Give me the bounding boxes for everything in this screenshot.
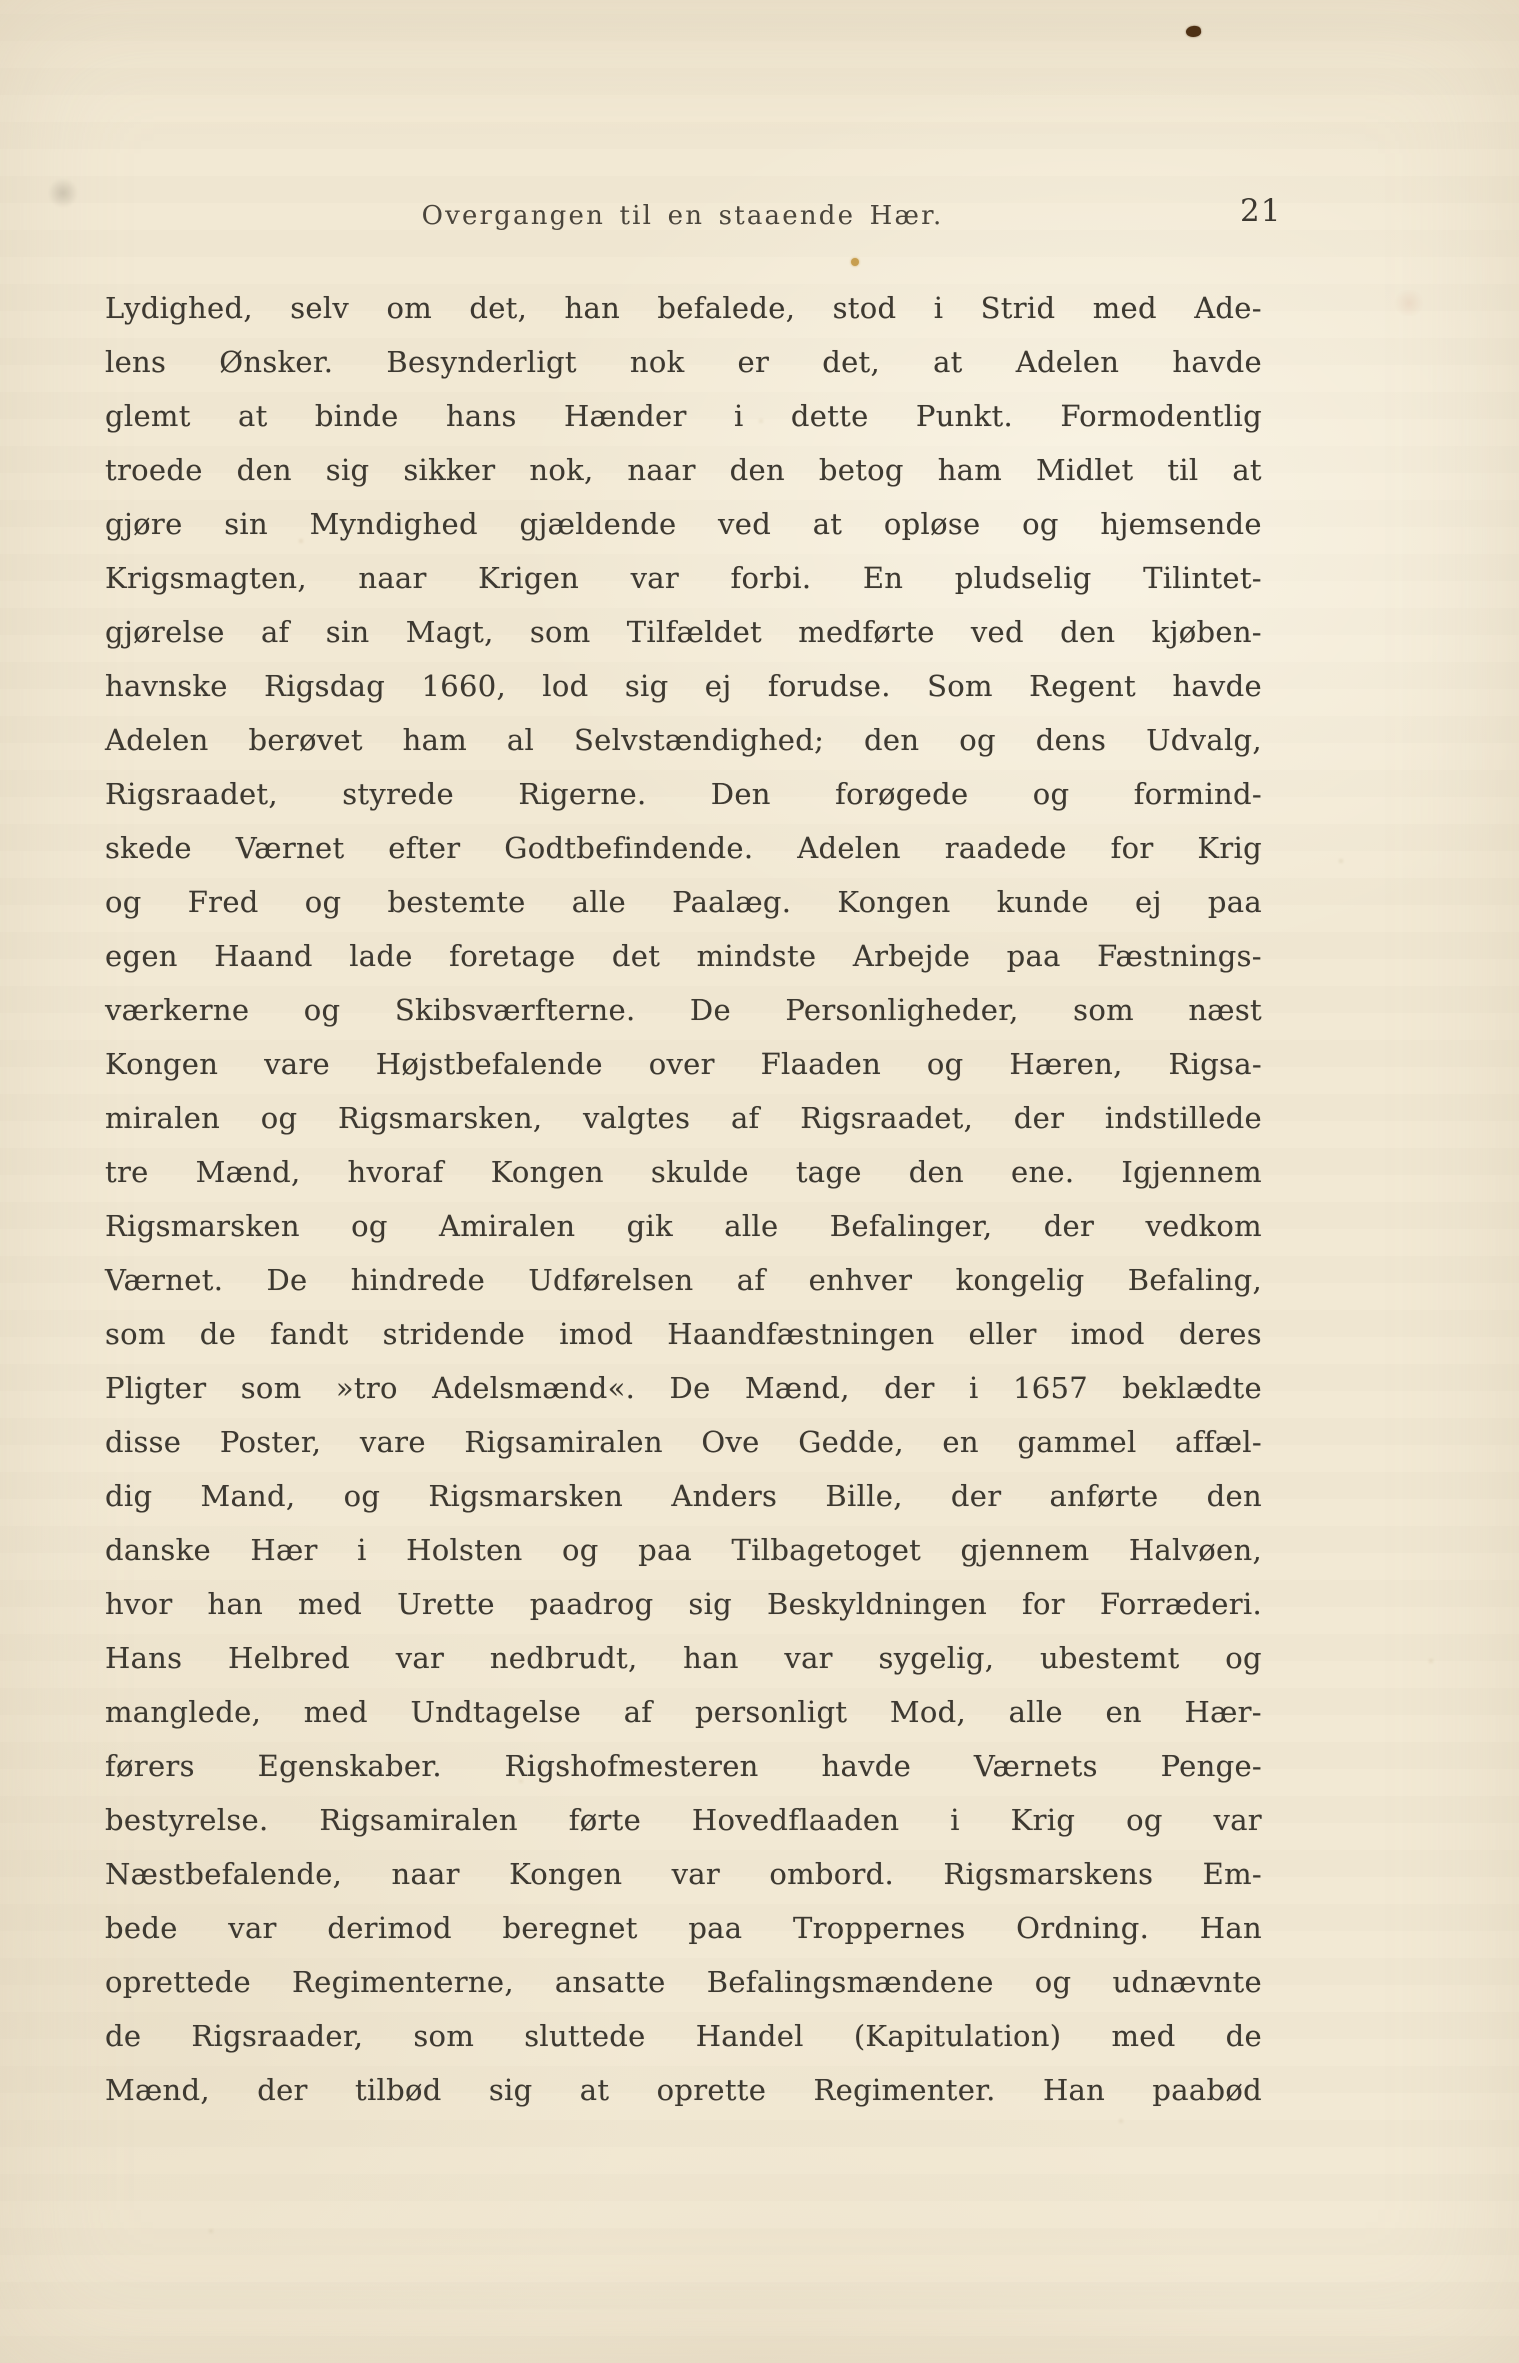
text-line: som de fandt stridende imod Haandfæstningen eller imod deres <box>105 1317 1262 1351</box>
text-line: dig Mand, og Rigsmarsken Anders Bille, der anførte den <box>105 1479 1262 1513</box>
running-header-title: Overgangen til en staaende Hær. <box>421 201 944 231</box>
text-line: troede den sig sikker nok, naar den betog ham Midlet til at <box>105 453 1262 487</box>
text-line: Adelen berøvet ham al Selvstændighed; den og dens Udvalg, <box>105 723 1262 757</box>
text-line: Kongen vare Højstbefalende over Flaaden og Hæren, Rigsa- <box>105 1047 1262 1081</box>
text-line: Rigsmarsken og Amiralen gik alle Befalinger, der vedkom <box>105 1209 1262 1243</box>
text-line: havnske Rigsdag 1660, lod sig ej forudse. Som Regent havde <box>105 669 1262 703</box>
body-text <box>105 281 1262 2117</box>
text-line: manglede, med Undtagelse af personligt Mod, alle en Hær- <box>105 1695 1262 1729</box>
text-line: Lydighed, selv om det, han befalede, stod i Strid med Ade- <box>105 291 1262 325</box>
paper-smudge <box>48 178 78 208</box>
ink-speck <box>1185 25 1201 38</box>
text-line: gjøre sin Myndighed gjældende ved at opløse og hjemsende <box>105 507 1262 541</box>
text-line: egen Haand lade foretage det mindste Arbejde paa Fæstnings- <box>105 939 1262 973</box>
text-line: Næstbefalende, naar Kongen var ombord. Rigsmarskens Em- <box>105 1857 1262 1891</box>
text-line: værkerne og Skibsværfterne. De Personligheder, som næst <box>105 993 1262 1027</box>
text-line: hvor han med Urette paadrog sig Beskyldningen for Forræderi. <box>105 1587 1262 1621</box>
text-line: tre Mænd, hvoraf Kongen skulde tage den ene. Igjennem <box>105 1155 1262 1189</box>
text-line: gjørelse af sin Magt, som Tilfældet medførte ved den kjøben- <box>105 615 1262 649</box>
paper-grain <box>0 0 2 2</box>
text-line: Mænd, der tilbød sig at oprette Regimenter. Han paabød <box>105 2073 1262 2107</box>
text-line: Krigsmagten, naar Krigen var forbi. En pludselig Tilintet- <box>105 561 1262 595</box>
text-line: skede Værnet efter Godtbefindende. Adelen raadede for Krig <box>105 831 1262 865</box>
text-line: bede var derimod beregnet paa Troppernes Ordning. Han <box>105 1911 1262 1945</box>
text-line: Pligter som »tro Adelsmænd«. De Mænd, der i 1657 beklædte <box>105 1371 1262 1405</box>
text-line: Værnet. De hindrede Udførelsen af enhver kongelig Befaling, <box>105 1263 1262 1297</box>
text-line: glemt at binde hans Hænder i dette Punkt. Formodentlig <box>105 399 1262 433</box>
paper-speck <box>851 258 859 266</box>
text-line: Hans Helbred var nedbrudt, han var sygelig, ubestemt og <box>105 1641 1262 1675</box>
text-line: miralen og Rigsmarsken, valgtes af Rigsraadet, der indstillede <box>105 1101 1262 1135</box>
text-line: lens Ønsker. Besynderligt nok er det, at Adelen havde <box>105 345 1262 379</box>
text-line: danske Hær i Holsten og paa Tilbagetoget gjennem Halvøen, <box>105 1533 1262 1567</box>
text-line: bestyrelse. Rigsamiralen førte Hovedflaaden i Krig og var <box>105 1803 1262 1837</box>
paper-stain <box>1392 290 1426 316</box>
text-line: og Fred og bestemte alle Paalæg. Kongen kunde ej paa <box>105 885 1262 919</box>
text-line: Rigsraadet, styrede Rigerne. Den forøgede og formind- <box>105 777 1262 811</box>
text-line: de Rigsraader, som sluttede Handel (Kapitulation) med de <box>105 2019 1262 2053</box>
page-number: 21 <box>1240 193 1282 229</box>
text-line: førers Egenskaber. Rigshofmesteren havde Værnets Penge- <box>105 1749 1262 1783</box>
text-line: oprettede Regimenterne, ansatte Befalingsmændene og udnævnte <box>105 1965 1262 1999</box>
text-line: disse Poster, vare Rigsamiralen Ove Gedde, en gammel affæl- <box>105 1425 1262 1459</box>
